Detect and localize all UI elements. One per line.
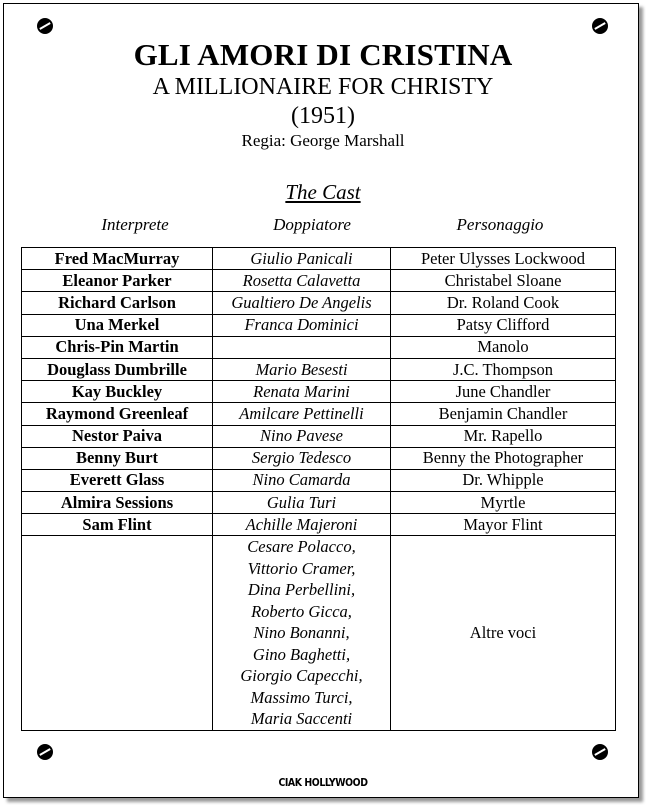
table-row [22,358,616,380]
dubber-cell: Sergio Tedesco [213,447,391,469]
table-row-other-voices [22,536,616,731]
screw-icon [37,744,53,760]
dubber-cell: Achille Majeroni [213,514,391,536]
character-cell: Christabel Sloane [391,270,616,292]
dubber-line: Cesare Polacco, [247,537,356,557]
cast-table [21,247,616,731]
screw-icon [592,18,608,34]
dubber-line: Maria Saccenti [250,709,353,729]
dubber-cell: Renata Marini [213,381,391,403]
table-row [22,381,616,403]
table-row [22,425,616,447]
column-header-doppiatore: Doppiatore [273,215,351,234]
director: Regia: George Marshall [241,131,405,150]
dubber-line: Vittorio Cramer, [247,558,356,578]
actor-cell: Richard Carlson [22,292,213,314]
character-cell: J.C. Thompson [391,358,616,380]
table-row [22,336,616,358]
character-cell: Peter Ulysses Lockwood [391,248,616,270]
dubber-line: Giorgio Capecchi, [240,666,363,686]
column-header-personaggio: Personaggio [456,215,544,234]
dubber-cell: Gualtiero De Angelis [213,292,391,314]
character-cell: Dr. Roland Cook [391,292,616,314]
table-row [22,314,616,336]
table-row [22,270,616,292]
dubber-cell [213,336,391,358]
original-title: A MILLIONAIRE FOR CHRISTY [152,74,494,100]
table-row [22,248,616,270]
actor-cell: Fred MacMurray [22,248,213,270]
table-row [22,469,616,491]
dubber-cell: Gulia Turi [213,492,391,514]
other-voices-label: Altre voci [391,536,616,731]
dubber-line: Nino Bonanni, [253,623,350,643]
dubber-cell: Giulio Panicali [213,248,391,270]
dubber-line: Roberto Gicca, [251,601,352,621]
actor-cell: Sam Flint [22,514,213,536]
italian-title: GLI AMORI DI CRISTINA [133,37,513,72]
screw-icon [592,744,608,760]
character-cell: Benjamin Chandler [391,403,616,425]
character-cell: June Chandler [391,381,616,403]
screw-icon [37,18,53,34]
table-row [22,447,616,469]
actor-cell: Chris-Pin Martin [22,336,213,358]
actor-cell: Douglass Dumbrille [22,358,213,380]
table-row [22,514,616,536]
dubber-cell: Nino Pavese [213,425,391,447]
table-row [22,403,616,425]
column-header-interprete: Interprete [101,215,169,234]
release-year: (1951) [291,103,355,129]
actor-cell: Eleanor Parker [22,270,213,292]
ciak-hollywood-logo: CIAK HOLLYWOOD [278,776,368,789]
dubber-line: Dina Perbellini, [247,580,356,600]
actor-cell-empty [22,536,213,731]
actor-cell: Raymond Greenleaf [22,403,213,425]
character-cell: Mr. Rapello [391,425,616,447]
character-cell: Dr. Whipple [391,469,616,491]
character-cell: Manolo [391,336,616,358]
table-row [22,492,616,514]
dubber-line: Massimo Turci, [250,687,353,707]
actor-cell: Kay Buckley [22,381,213,403]
dubber-cell: Nino Camarda [213,469,391,491]
character-cell: Myrtle [391,492,616,514]
actor-cell: Everett Glass [22,469,213,491]
dubber-cell: Mario Besesti [213,358,391,380]
dubber-line: Gino Baghetti, [252,644,351,664]
dubber-cell: Rosetta Calavetta [213,270,391,292]
dubber-cell: Amilcare Pettinelli [213,403,391,425]
actor-cell: Una Merkel [22,314,213,336]
actor-cell: Benny Burt [22,447,213,469]
character-cell: Benny the Photographer [391,447,616,469]
cast-heading: The Cast [285,180,361,204]
character-cell: Mayor Flint [391,514,616,536]
character-cell: Patsy Clifford [391,314,616,336]
actor-cell: Almira Sessions [22,492,213,514]
dubber-cell: Franca Dominici [213,314,391,336]
actor-cell: Nestor Paiva [22,425,213,447]
table-row [22,292,616,314]
other-voices-dubbers [213,536,391,731]
